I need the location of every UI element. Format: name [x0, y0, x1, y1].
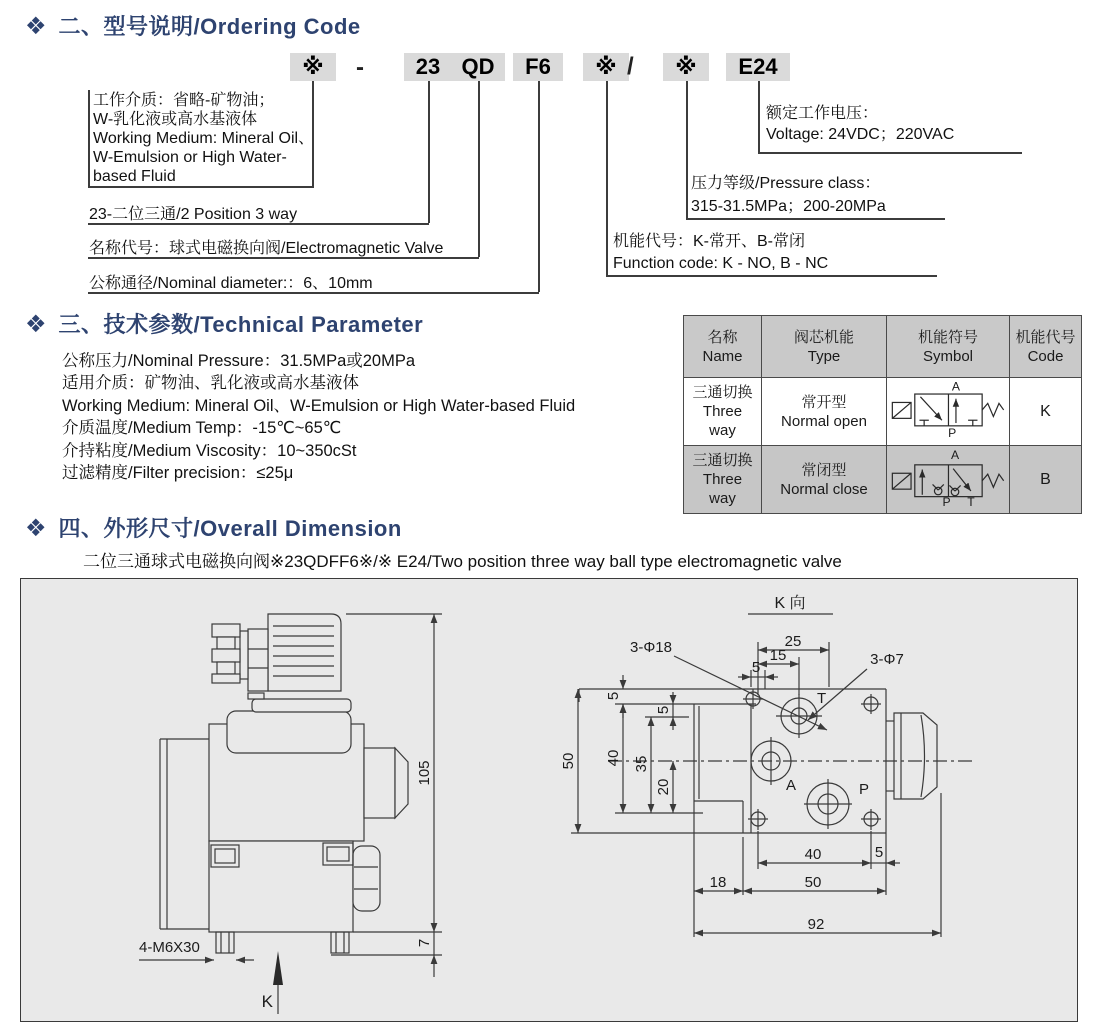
- section-title: 三、技术参数/Technical Parameter: [58, 312, 424, 337]
- dim-18: 18: [709, 874, 727, 891]
- dim-25: 25: [784, 633, 802, 650]
- code-box-23: 23: [404, 53, 452, 81]
- function-table: [683, 315, 1082, 514]
- dim-35: 35: [633, 755, 650, 773]
- param-line: 公称压力/Nominal Pressure：31.5MPa或20MPa: [62, 352, 416, 370]
- param-line: 介持粘度/Medium Viscosity：10~350cSt: [62, 441, 357, 460]
- dimension-subtitle: 二位三通球式电磁换向阀※23QDFF6※/※ E24/Two position three way ball type electromagnetic valve: [83, 552, 842, 571]
- dim-5-a: 5: [605, 691, 622, 701]
- valve-k-view: [560, 594, 976, 937]
- technical-parameters: [62, 350, 575, 484]
- cell-type: 常开型 Normal open: [762, 378, 887, 446]
- section-dimension-header: [25, 516, 402, 542]
- dim-7: 7: [416, 938, 433, 948]
- cell-name: 三通切换 Three way: [684, 446, 762, 514]
- port-a-label: A: [786, 777, 797, 794]
- cell-symbol: [887, 378, 1010, 446]
- col-code: 机能代号 Code: [1010, 316, 1082, 378]
- valve-symbol-normal-close-icon: [889, 448, 1007, 506]
- param-line: 过滤精度/Filter precision：≤25μ: [62, 464, 294, 483]
- valve-symbol-normal-open-icon: [889, 380, 1007, 438]
- param-line: 介质温度/Medium Temp：-15℃~65℃: [62, 419, 342, 438]
- dim-5-top: 5: [751, 659, 761, 676]
- port-t-label: T: [817, 690, 827, 707]
- port-t-label: T: [967, 495, 975, 506]
- annotation-position: 23-二位三通/2 Position 3 way: [89, 206, 298, 223]
- diamond-bullet-icon: ❖: [25, 311, 47, 338]
- dim-5-b: 5: [655, 705, 672, 715]
- cell-name: 三通切换 Three way: [684, 378, 762, 446]
- code-box-f6: F6: [513, 53, 563, 81]
- code-box-pressure: ※: [663, 53, 709, 81]
- section-ordering-header: [25, 14, 361, 40]
- annotation-underline: [88, 292, 539, 294]
- dim-5-bottom: 5: [874, 844, 884, 861]
- leader-line: [538, 81, 540, 292]
- dim-40-bottom: 40: [804, 846, 822, 863]
- annotation-border: [88, 90, 90, 186]
- annotation-valve-name: 名称代号：球式电磁换向阀/Electromagnetic Valve: [89, 240, 444, 257]
- cell-type: 常闭型 Normal close: [762, 446, 887, 514]
- table-row: [684, 446, 1082, 514]
- table-row: [684, 378, 1082, 446]
- code-box-prefix: ※: [290, 53, 336, 81]
- k-view-title: K 向: [774, 595, 806, 612]
- diamond-bullet-icon: ❖: [25, 13, 47, 40]
- table-header-row: [684, 316, 1082, 378]
- dim-20: 20: [655, 778, 672, 796]
- port-p-label: P: [942, 495, 951, 506]
- port-a-label: A: [951, 380, 961, 394]
- annotation-working-medium: 工作介质：省略-矿物油； W-乳化液或高水基液体 Working Medium: Mineral Oil、 W-Emulsion or High Water- based Fluid: [93, 92, 315, 185]
- param-line: Working Medium: Mineral Oil、W-Emulsion or High Water-based Fluid: [62, 396, 576, 415]
- dimension-drawing-panel: [20, 578, 1078, 1022]
- leader-line: [686, 81, 688, 218]
- dim-105: 105: [416, 760, 433, 786]
- dim-92: 92: [807, 916, 825, 933]
- port-a-label: A: [950, 448, 960, 463]
- port-p-label: P: [948, 426, 957, 438]
- code-box-e24: E24: [726, 53, 790, 81]
- annotation-underline: [686, 218, 945, 220]
- section-technical-header: [25, 312, 423, 338]
- annotation-function-code: 机能代号：K-常开、B-常闭 Function code: K - NO, B - NC: [613, 233, 829, 272]
- dim-40: 40: [605, 749, 622, 767]
- valve-side-view: [139, 614, 442, 1014]
- section-title: 四、外形尺寸/Overall Dimension: [58, 516, 402, 541]
- section-title: 二、型号说明/Ordering Code: [58, 14, 361, 39]
- annotation-voltage: 额定工作电压： Voltage: 24VDC；220VAC: [766, 105, 955, 143]
- leader-line: [478, 81, 480, 257]
- annotation-diameter: 公称通径/Nominal diameter:：6、10mm: [89, 275, 373, 292]
- annotation-underline: [606, 275, 937, 277]
- leader-line: [606, 81, 608, 275]
- diamond-bullet-icon: ❖: [25, 515, 47, 542]
- annotation-pressure-class: 压力等级/Pressure class： 315-31.5MPa；200-20MPa: [691, 175, 886, 215]
- k-view-label: K: [261, 992, 273, 1011]
- code-dash: -: [356, 54, 364, 81]
- annotation-underline: [88, 257, 479, 259]
- k-view-arrow-icon: [273, 951, 283, 985]
- dim-15: 15: [769, 647, 787, 664]
- cell-symbol: [887, 446, 1010, 514]
- annotation-border: [88, 186, 314, 188]
- port-p-label: P: [859, 781, 870, 798]
- param-line: 适用介质：矿物油、乳化液或高水基液体: [62, 374, 359, 393]
- cell-code: B: [1010, 446, 1082, 514]
- col-name: 名称 Name: [684, 316, 762, 378]
- annotation-underline: [758, 152, 1022, 154]
- annotation-underline: [88, 223, 429, 225]
- dim-bolt-label: 4-M6X30: [139, 939, 200, 956]
- callout-phi7: 3-Φ7: [870, 651, 904, 668]
- cell-code: K: [1010, 378, 1082, 446]
- leader-line: [758, 81, 760, 152]
- code-box-function: ※: [583, 53, 629, 81]
- col-symbol: 机能符号 Symbol: [887, 316, 1010, 378]
- dimension-drawing: [21, 579, 1077, 1021]
- col-type: 阀芯机能 Type: [762, 316, 887, 378]
- code-slash: /: [627, 53, 634, 80]
- dim-50-bottom: 50: [804, 874, 822, 891]
- code-box-qd: QD: [451, 53, 505, 81]
- dim-50: 50: [560, 752, 577, 770]
- callout-phi18: 3-Φ18: [630, 639, 672, 656]
- leader-line: [428, 81, 430, 223]
